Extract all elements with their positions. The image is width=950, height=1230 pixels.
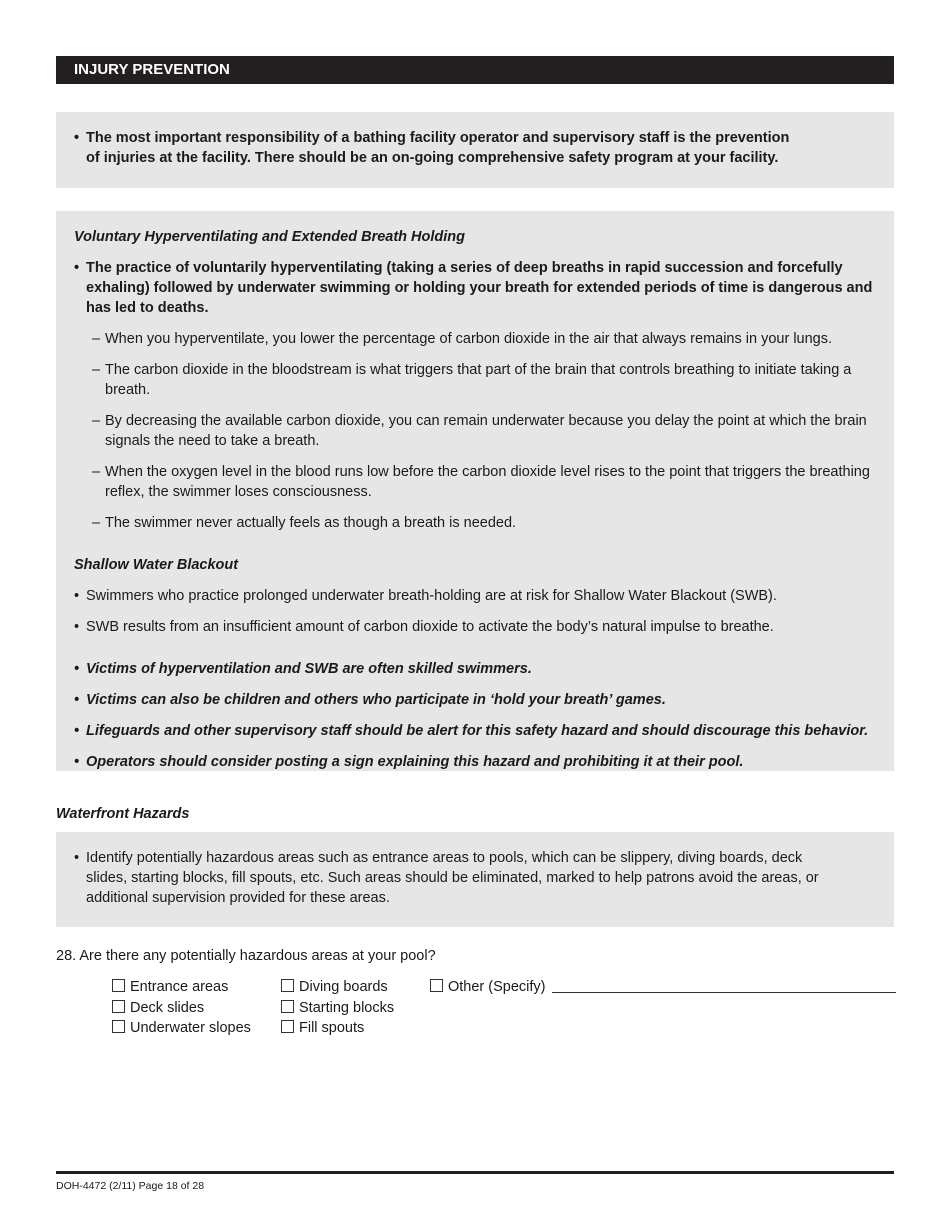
hyperventilating-bullet-text: The practice of voluntarily hyperventilating (taking a series of deep breaths in rapid succession and forcefully exhaling) followed by underwater swimming or holding your breath for extended periods of time is dangerous and has led to deaths. (86, 260, 873, 316)
emphasis-text: Victims of hyperventilation and SWB are often skilled swimmers. (86, 661, 532, 677)
hyperventilating-box (56, 211, 894, 771)
intro-bullet: • The most important responsibility of a bathing facility operator and supervisory staff is the prevention of injuries at the facility. There should be an on-going comprehensive safety program at your facility. (74, 128, 876, 168)
list-item: • SWB results from an insufficient amount of carbon dioxide to activate the body’s natural impulse to breathe. (74, 619, 774, 635)
emphasis-text: Lifeguards and other supervisory staff should be alert for this safety hazard and should discourage this behavior. (86, 723, 869, 739)
specify-field[interactable] (552, 978, 896, 993)
checkbox-icon[interactable] (112, 1000, 125, 1013)
waterfront-bullet-text: Identify potentially hazardous areas such as entrance areas to pools, which can be slippery, diving boards, deck slides, starting blocks, fill spouts, etc. Such areas should be eliminated, marked to help patrons avoid the areas, or additional supervision provided for these areas. (86, 850, 819, 906)
option-label: Underwater slopes (130, 1020, 251, 1036)
waterfront-title: Waterfront Hazards (56, 806, 190, 822)
list-item: – When the oxygen level in the blood runs low before the carbon dioxide level rises to the point that triggers the breathing reflex, the swimmer loses consciousness. (92, 464, 870, 500)
option-other[interactable] (430, 977, 896, 997)
list-item: • Victims can also be children and others who participate in ‘hold your breath’ games. (74, 692, 666, 708)
blackout-title: Shallow Water Blackout (74, 557, 239, 573)
hyperventilating-bullet: • The practice of voluntarily hyperventilating (taking a series of deep breaths in rapid succession and forcefully exhaling) followed by underwater swimming or holding your breath for extended periods of time is dangerous and has led to deaths. (74, 260, 873, 316)
checkbox-icon[interactable] (430, 979, 443, 992)
option-deck-slides[interactable] (112, 998, 204, 1018)
list-item: • Operators should consider posting a sign explaining this hazard and prohibiting it at their pool. (74, 754, 744, 770)
option-label: Fill spouts (299, 1020, 365, 1036)
option-entrance-areas[interactable] (112, 977, 228, 997)
list-item: • Victims of hyperventilation and SWB are often skilled swimmers. (74, 661, 532, 677)
point-text: The carbon dioxide in the bloodstream is what triggers that part of the brain that controls breathing to initiate taking a breath. (105, 362, 852, 398)
footer-divider (56, 1171, 894, 1174)
option-label: Starting blocks (299, 1000, 395, 1016)
option-starting-blocks[interactable] (281, 998, 394, 1018)
waterfront-box (56, 832, 894, 927)
checkbox-icon[interactable] (281, 1000, 294, 1013)
list-item: • Swimmers who practice prolonged underwater breath-holding are at risk for Shallow Water Blackout (SWB). (74, 588, 777, 604)
emphasis-text: Operators should consider posting a sign explaining this hazard and prohibiting it at their pool. (86, 754, 744, 770)
list-item: • Lifeguards and other supervisory staff should be alert for this safety hazard and should discourage this behavior. (74, 723, 869, 739)
option-label: Deck slides (130, 1000, 205, 1016)
intro-box (56, 112, 894, 188)
footer-page-info: DOH-4472 (2/11) Page 18 of 28 (56, 1180, 205, 1192)
option-fill-spouts[interactable] (281, 1018, 364, 1038)
checkbox-icon[interactable] (281, 1020, 294, 1033)
list-item: – When you hyperventilate, you lower the percentage of carbon dioxide in the air that always remains in your lungs. (92, 331, 833, 347)
checkbox-icon[interactable] (112, 979, 125, 992)
checkbox-icon[interactable] (281, 979, 294, 992)
option-underwater-slopes[interactable] (112, 1018, 251, 1038)
list-item: – The carbon dioxide in the bloodstream is what triggers that part of the brain that controls breathing to initiate taking a breath. (92, 362, 852, 398)
list-item: – By decreasing the available carbon dioxide, you can remain underwater because you delay the point at which the brain signals the need to take a breath. (92, 413, 867, 449)
intro-bullet-text: The most important responsibility of a bathing facility operator and supervisory staff is the prevention of injuries at the facility. There should be an on-going comprehensive safety program at your facility. (86, 130, 790, 166)
option-label: Entrance areas (130, 979, 229, 995)
list-item: – The swimmer never actually feels as though a breath is needed. (92, 515, 517, 531)
hyperventilating-title: Voluntary Hyperventilating and Extended Breath Holding (74, 229, 466, 245)
option-label: Other (Specify) (448, 979, 546, 995)
option-label: Diving boards (299, 979, 388, 995)
section-header: INJURY PREVENTION (56, 56, 894, 84)
emphasis-text: Victims can also be children and others who participate in ‘hold your breath’ games. (86, 692, 666, 708)
point-text: When the oxygen level in the blood runs low before the carbon dioxide level rises to the point that triggers the breathing reflex, the swimmer loses consciousness. (105, 464, 870, 500)
waterfront-bullet: • Identify potentially hazardous areas such as entrance areas to pools, which can be slippery, diving boards, deck slides, starting blocks, fill spouts, etc. Such areas should be eliminated, marked to help patrons avoid the areas, or additional supervision provided for these areas. (74, 848, 876, 908)
point-text: When you hyperventilate, you lower the percentage of carbon dioxide in the air that always remains in your lungs. (105, 331, 833, 347)
point-text: By decreasing the available carbon dioxide, you can remain underwater because you delay the point at which the brain signals the need to take a breath. (105, 413, 867, 449)
question-28: 28. Are there any potentially hazardous areas at your pool? (56, 948, 436, 964)
bullet-text: Swimmers who practice prolonged underwater breath-holding are at risk for Shallow Water Blackout (SWB). (86, 588, 777, 604)
point-text: The swimmer never actually feels as though a breath is needed. (105, 515, 517, 531)
option-diving-boards[interactable] (281, 977, 388, 997)
bullet-text: SWB results from an insufficient amount of carbon dioxide to activate the body’s natural impulse to breathe. (86, 619, 774, 635)
checkbox-icon[interactable] (112, 1020, 125, 1033)
